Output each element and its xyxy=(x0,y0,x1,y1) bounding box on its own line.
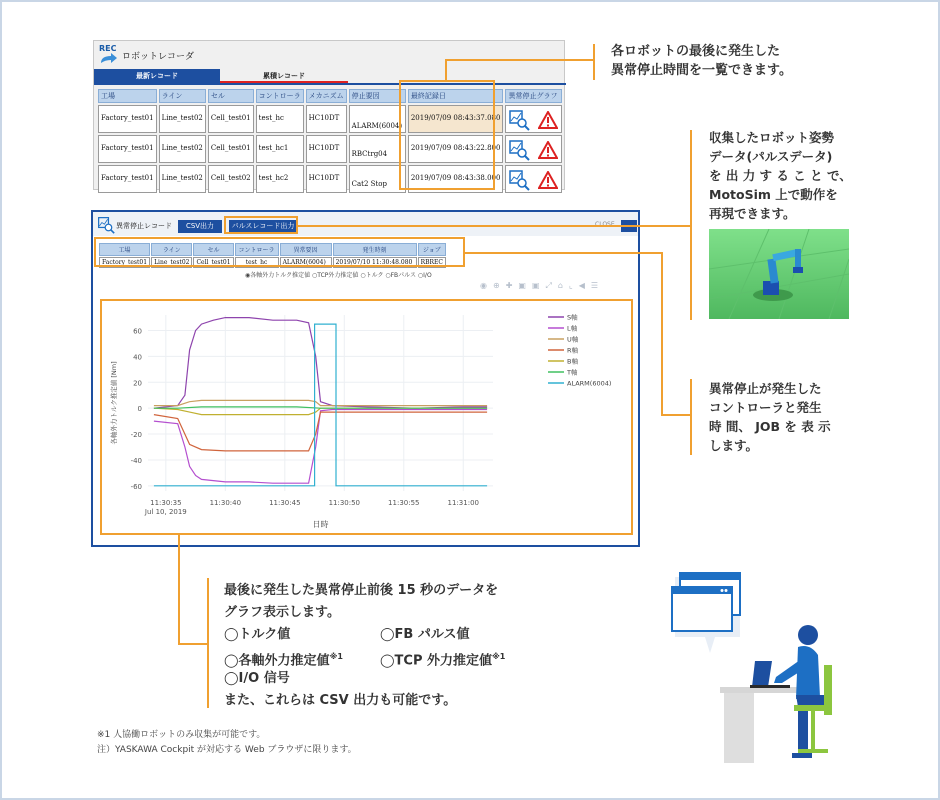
motosim-robot-image xyxy=(709,229,849,319)
graph-search-icon[interactable] xyxy=(508,109,530,131)
x-tick-label: Jul 10, 2019 xyxy=(144,508,187,516)
chart-toolbar xyxy=(480,281,598,291)
cell-line: Line_test02 xyxy=(159,165,206,193)
cell-line: Line_test02 xyxy=(159,105,206,133)
annotation-right-top xyxy=(709,128,852,223)
col-factory: 工場 xyxy=(99,243,150,256)
y-axis-label: 各軸外力トルク推定値 [Nm] xyxy=(110,361,118,445)
col-controller: コントローラ xyxy=(235,243,279,256)
connector-right-mid xyxy=(661,414,691,416)
y-tick-label: 0 xyxy=(137,405,142,414)
annotation-line: 各ロボットの最後に発生した xyxy=(611,44,781,59)
connector-right-mid xyxy=(690,379,692,455)
tab-cumulative-record[interactable]: 累積レコード xyxy=(220,69,348,83)
legend-entry: T軸 xyxy=(567,368,578,377)
col-line: ライン xyxy=(159,89,206,103)
cell-last-recorded: 2019/07/09 08:43:22.800 xyxy=(408,135,504,163)
x-tick-label: 11:30:55 xyxy=(388,499,420,507)
y-tick-label: -40 xyxy=(130,456,142,465)
autoscale-icon[interactable]: ⤢ xyxy=(545,281,552,290)
x-axis-label: 日時 xyxy=(312,520,329,529)
annotation-line: また、これらは CSV 出力も可能です。 xyxy=(224,693,457,708)
annotation-line: 異常停止時間を一覧できます。 xyxy=(611,63,792,78)
warning-icon[interactable] xyxy=(538,111,558,129)
col-mechanism: メカニズム xyxy=(306,89,347,103)
cell-factory: Factory_test01 xyxy=(98,105,157,133)
cell-stop-cause: RBCtrg04 xyxy=(349,135,406,163)
annotation-line: 収集したロボット姿勢 xyxy=(709,130,835,145)
cell-job: RBREC xyxy=(418,257,446,268)
pan-icon[interactable]: ✚ xyxy=(505,281,513,290)
cell-occurred-time: 2019/07/10 11:30:48.080 xyxy=(333,257,417,268)
connector-bottom xyxy=(178,643,208,645)
highlight-last-recorded xyxy=(399,80,495,190)
spike-icon[interactable]: ⌞ xyxy=(569,281,573,290)
cell-mechanism: HC10DT xyxy=(306,165,347,193)
cell-cell: Cell_test01 xyxy=(193,257,233,268)
cell-mechanism: HC10DT xyxy=(306,105,347,133)
y-tick-label: -60 xyxy=(130,482,142,491)
cell-cell: Cell_test01 xyxy=(208,135,254,163)
cell-factory: Factory_test01 xyxy=(99,257,150,268)
annotation-line: 再現できます。 xyxy=(709,206,796,221)
annotation-line: します。 xyxy=(709,438,759,453)
connector-top xyxy=(593,44,595,80)
cell-factory: Factory_test01 xyxy=(98,165,157,193)
graph-search-icon xyxy=(97,216,115,234)
footnote-mark: ※1 xyxy=(329,652,343,661)
annotation-line: を 出 力 す る こ と で、 xyxy=(709,168,852,183)
tab-latest-record[interactable]: 最新レコード xyxy=(94,69,220,83)
x-tick-label: 11:30:45 xyxy=(269,499,301,507)
col-alarm-cause: 異常要因 xyxy=(280,243,332,256)
hover-icon[interactable]: ☰ xyxy=(590,281,599,290)
cell-cell: Cell_test02 xyxy=(208,165,254,193)
footnote-1: ※1 人協働ロボットのみ収集が可能です。 xyxy=(97,730,266,740)
y-tick-label: 40 xyxy=(133,353,142,362)
radio-torque[interactable]: ○トルク xyxy=(360,272,384,279)
compare-icon[interactable]: ◀ xyxy=(578,281,585,290)
annotation-line: 最後に発生した異常停止前後 15 秒のデータを xyxy=(224,583,499,598)
cell-alarm-cause: ALARM(6004) xyxy=(280,257,332,268)
legend-entry: R軸 xyxy=(567,346,579,355)
connector-right-mid xyxy=(661,252,663,416)
cell-controller: test_hc1 xyxy=(256,135,304,163)
stop-record-header xyxy=(93,212,638,236)
radio-axis-ext-torque[interactable]: ◉各軸外力トルク推定値 xyxy=(245,272,311,279)
cell-controller: test_hc xyxy=(256,105,304,133)
x-tick-label: 11:30:50 xyxy=(328,499,361,507)
connector-right-mid xyxy=(465,252,663,254)
cell-graph-icons xyxy=(505,135,562,163)
cell-last-recorded: 2019/07/09 08:43:37.080 xyxy=(408,105,504,133)
connector-bottom xyxy=(178,535,180,645)
col-last-recorded: 最終記録日 xyxy=(408,89,504,103)
col-job: ジョブ xyxy=(418,243,446,256)
legend-entry: U軸 xyxy=(567,335,579,344)
connector-top xyxy=(445,59,447,82)
cell-graph-icons xyxy=(505,105,562,133)
footnote-mark: ※1 xyxy=(492,652,506,661)
legend-entry: B軸 xyxy=(567,357,578,366)
graph-type-radio-group xyxy=(245,270,432,279)
option-row xyxy=(224,646,506,669)
col-cell: セル xyxy=(193,243,233,256)
x-tick-label: 11:31:00 xyxy=(447,499,479,507)
connector-bottom xyxy=(207,578,209,708)
x-tick-label: 11:30:35 xyxy=(150,499,182,507)
col-cell: セル xyxy=(208,89,254,103)
cell-cell: Cell_test01 xyxy=(208,105,254,133)
col-stop-graph: 異常停止グラフ xyxy=(505,89,562,103)
option-fb-pulse: ◯FB パルス値 xyxy=(380,627,470,642)
x-tick-label: 11:30:40 xyxy=(209,499,242,507)
annotation-line: グラフ表示します。 xyxy=(224,605,340,620)
y-tick-label: 60 xyxy=(133,327,142,336)
col-controller: コントローラ xyxy=(256,89,304,103)
recorder-title: ロボットレコーダ xyxy=(122,52,195,62)
cell-last-recorded: 2019/07/09 08:43:38.000 xyxy=(408,165,504,193)
person-at-desk-illustration xyxy=(660,565,860,765)
highlight-chart xyxy=(100,299,633,535)
legend-entry: S軸 xyxy=(567,313,578,322)
connector-top xyxy=(445,59,595,61)
cell-stop-cause: ALARM(6004) xyxy=(349,105,406,133)
zoom-in-icon[interactable]: ▣ xyxy=(518,281,526,290)
annotation-top xyxy=(611,42,792,80)
annotation-line: 時 間、 JOB を 表 示 xyxy=(709,419,831,434)
rec-logo-text: REC xyxy=(99,44,117,53)
cell-factory: Factory_test01 xyxy=(98,135,157,163)
cell-line: Line_test02 xyxy=(151,257,192,268)
col-line: ライン xyxy=(151,243,192,256)
cell-graph-icons xyxy=(505,165,562,193)
option-row xyxy=(224,624,498,646)
stop-record-title: 異常停止レコード xyxy=(116,222,172,230)
highlight-pulse-button xyxy=(224,216,298,234)
cell-stop-cause: Cat2 Stop xyxy=(349,165,406,193)
legend-entry: ALARM(6004) xyxy=(567,379,612,388)
cell-controller: test_hc2 xyxy=(256,165,304,193)
connector-right-top xyxy=(690,130,692,320)
annotation-line: データ(パルスデータ) xyxy=(709,149,833,164)
radio-fb-pulse[interactable]: ○FBパルス xyxy=(385,272,416,279)
col-stop-cause: 停止要因 xyxy=(349,89,406,103)
footnote-2: 注）YASKAWA Cockpit が対応する Web ブラウザに限ります。 xyxy=(97,745,357,755)
warning-icon[interactable] xyxy=(538,171,558,189)
y-tick-label: -20 xyxy=(130,431,142,440)
zoom-out-icon[interactable]: ▣ xyxy=(531,281,540,290)
csv-export-button[interactable]: CSV出力 xyxy=(178,220,222,233)
pulse-record-export-button[interactable]: パルスレコード出力 xyxy=(229,220,297,233)
annotation-right-mid xyxy=(709,379,831,455)
radio-tcp-ext[interactable]: ○TCP外力推定値 xyxy=(312,272,359,279)
highlight-info-table xyxy=(94,237,465,267)
graph-search-icon[interactable] xyxy=(508,169,530,191)
cell-mechanism: HC10DT xyxy=(306,135,347,163)
warning-icon[interactable] xyxy=(538,141,558,159)
col-factory: 工場 xyxy=(98,89,157,103)
option-tcp-ext: ◯TCP 外力推定値 xyxy=(380,653,493,669)
home-icon[interactable]: ⌂ xyxy=(557,281,563,290)
cell-controller: test_hc xyxy=(235,257,279,268)
legend-entry: L軸 xyxy=(567,324,578,333)
radio-io[interactable]: ○I/O xyxy=(417,272,432,279)
connector-right-top xyxy=(298,225,691,227)
annotation-bottom xyxy=(224,580,506,712)
col-occurred-time: 発生時刻 xyxy=(333,243,417,256)
option-axis-ext: ◯各軸外力推定値 xyxy=(224,653,330,669)
annotation-line: コントローラと発生 xyxy=(709,400,822,415)
rec-logo-icon xyxy=(99,44,121,66)
graph-search-icon[interactable] xyxy=(508,139,530,161)
zoom-icon[interactable]: ⊕ xyxy=(492,281,500,290)
y-tick-label: 20 xyxy=(133,379,142,388)
camera-icon[interactable]: ◉ xyxy=(480,281,487,290)
option-torque: ◯トルク値 xyxy=(224,627,291,642)
tab-underline xyxy=(94,83,566,85)
annotation-line: MotoSim 上で動作を xyxy=(709,187,838,202)
annotation-line: 異常停止が発生した xyxy=(709,381,822,396)
option-io: ◯I/O 信号 xyxy=(224,671,290,686)
cell-line: Line_test02 xyxy=(159,135,206,163)
